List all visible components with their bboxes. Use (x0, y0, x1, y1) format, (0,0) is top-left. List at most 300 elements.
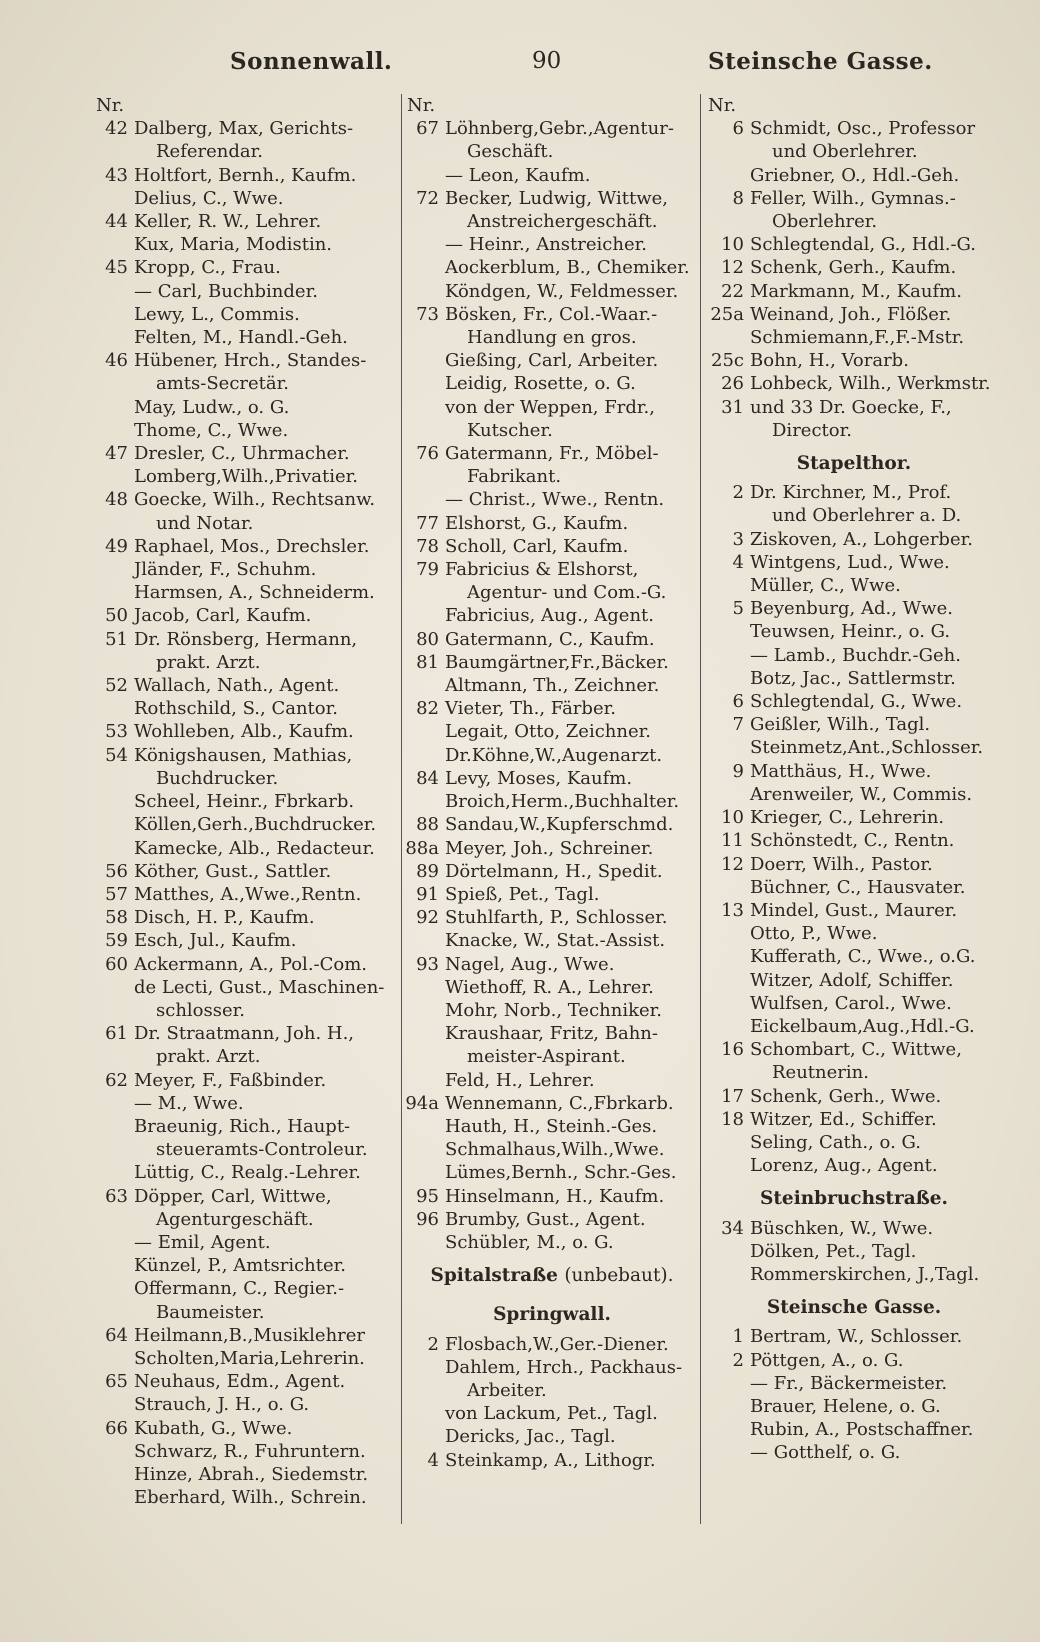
directory-entry (403, 744, 701, 767)
directory-entry (92, 256, 402, 279)
entry-text: Holtfort, Bernh., Kaufm. (134, 164, 357, 186)
directory-entry (403, 674, 701, 697)
entry-text: Dr. Straatmann, Joh. H., (134, 1023, 355, 1045)
house-number: 67 (416, 118, 439, 140)
directory-entry (92, 1161, 402, 1184)
entry-text: Wallach, Nath., Agent. (134, 675, 340, 697)
house-number (704, 1372, 750, 1395)
entry-text: von Lackum, Pet., Tagl. (445, 1403, 658, 1425)
house-number (92, 813, 134, 836)
entry-text: Müller, C., Wwe. (750, 575, 901, 597)
entry-text: Kux, Maria, Modistin. (134, 234, 333, 256)
entry-text: Schwarz, R., Fuhruntern. (134, 1440, 366, 1462)
house-number: 56 (105, 860, 128, 882)
directory-entry (92, 1486, 402, 1509)
entry-text: Strauch, J. H., o. G. (134, 1394, 310, 1416)
house-number (403, 372, 445, 395)
entry-text: Arbeiter. (467, 1379, 547, 1401)
entry-text: Dahlem, Hrch., Packhaus- (445, 1356, 683, 1378)
house-number (403, 465, 445, 488)
directory-entry (704, 1038, 1004, 1061)
house-number (403, 488, 445, 511)
directory-entry (92, 280, 402, 303)
entry-text: Dörtelmann, H., Spedit. (445, 860, 663, 882)
directory-entry (704, 187, 1004, 210)
entry-text: Scholten,Maria,Lehrerin. (134, 1347, 365, 1369)
entry-continuation (92, 1045, 402, 1068)
entry-text: Schombart, C., Wittwe, (750, 1039, 962, 1061)
directory-entry (403, 349, 701, 372)
entry-text: Büschken, W., Wwe. (750, 1217, 934, 1239)
house-number (403, 233, 445, 256)
entry-text: — Fr., Bäckermeister. (750, 1372, 948, 1394)
house-number (92, 976, 134, 999)
directory-entry (704, 372, 1004, 395)
directory-entry (403, 187, 701, 210)
entry-continuation (403, 1045, 701, 1068)
entry-continuation (704, 140, 1004, 163)
house-number (704, 922, 750, 945)
house-number (403, 1425, 445, 1448)
house-number (403, 1045, 445, 1068)
house-number (704, 945, 750, 968)
house-number: 80 (416, 628, 439, 650)
entry-continuation (92, 767, 402, 790)
entry-text: Witzer, Adolf, Schiffer. (750, 969, 954, 991)
entry-text: Bertram, W., Schlosser. (750, 1326, 963, 1348)
house-number (704, 969, 750, 992)
entry-text: — Emil, Agent. (134, 1231, 271, 1253)
directory-entry (92, 1231, 402, 1254)
entry-text: Kutscher. (467, 419, 553, 441)
directory-entry (704, 945, 1004, 968)
house-number (403, 1379, 445, 1402)
directory-entry (403, 1115, 701, 1138)
entry-text: prakt. Arzt. (156, 1046, 261, 1068)
directory-entry (403, 442, 701, 465)
house-number (403, 1161, 445, 1184)
house-number: 78 (416, 535, 439, 557)
house-number: 8 (732, 187, 744, 209)
house-number: 53 (105, 721, 128, 743)
house-number (92, 512, 134, 535)
house-number: 72 (416, 187, 439, 209)
house-number (92, 326, 134, 349)
house-number: 64 (105, 1324, 128, 1346)
entry-text: Lümes,Bernh., Schr.-Ges. (445, 1162, 677, 1184)
entry-text: Anstreichergeschäft. (467, 211, 658, 233)
house-number (92, 419, 134, 442)
house-number (704, 992, 750, 1015)
directory-entry (92, 488, 402, 511)
directory-entry (704, 783, 1004, 806)
directory-entry (403, 488, 701, 511)
entry-text: Feller, Wilh., Gymnas.- (750, 187, 956, 209)
entry-text: Agentur- und Com.-G. (467, 582, 667, 604)
entry-text: Leidig, Rosette, o. G. (445, 373, 636, 395)
house-number (704, 1441, 750, 1464)
entry-text: Stuhlfarth, P., Schlosser. (445, 907, 668, 929)
entry-text: Köther, Gust., Sattler. (134, 860, 332, 882)
house-number (92, 697, 134, 720)
entry-text: Lüttig, C., Realg.-Lehrer. (134, 1162, 361, 1184)
entry-continuation (92, 999, 402, 1022)
entry-text: Fabricius & Elshorst, (445, 559, 639, 581)
directory-entry (403, 628, 701, 651)
house-number: 5 (732, 598, 744, 620)
house-number (92, 280, 134, 303)
house-number (403, 929, 445, 952)
house-number (403, 976, 445, 999)
entry-text: Weinand, Joh., Flößer. (750, 303, 952, 325)
street-name: Springwall. (493, 1304, 611, 1326)
entry-text: Levy, Moses, Kaufm. (445, 767, 633, 789)
entry-text: — Lamb., Buchdr.-Geh. (750, 644, 961, 666)
entry-text: Reutnerin. (772, 1062, 869, 1084)
house-number: 2 (732, 1349, 744, 1371)
entry-text: Schönstedt, C., Rentn. (750, 830, 955, 852)
directory-entry (92, 1185, 402, 1208)
house-number (92, 396, 134, 419)
directory-entry (704, 117, 1004, 140)
house-number (92, 372, 134, 395)
house-number: 17 (721, 1085, 744, 1107)
house-number (403, 604, 445, 627)
entry-text: Schmidt, Osc., Professor (750, 118, 976, 140)
entry-text: Hauth, H., Steinh.-Ges. (445, 1115, 658, 1137)
entry-text: Dresler, C., Uhrmacher. (134, 443, 350, 465)
directory-entry (403, 256, 701, 279)
entry-text: Dericks, Jac., Tagl. (445, 1426, 616, 1448)
house-number: 89 (416, 860, 439, 882)
directory-entry (92, 883, 402, 906)
house-number (704, 210, 750, 233)
entry-continuation (704, 210, 1004, 233)
directory-entry (704, 233, 1004, 256)
entry-text: Hinze, Abrah., Siedemstr. (134, 1463, 369, 1485)
directory-entry (92, 1022, 402, 1045)
directory-entry (704, 969, 1004, 992)
directory-entry (403, 906, 701, 929)
house-number: 49 (105, 535, 128, 557)
house-number (704, 644, 750, 667)
directory-entry (704, 1325, 1004, 1348)
house-number (403, 419, 445, 442)
house-number: 43 (105, 164, 128, 186)
entry-text: — Carl, Buchbinder. (134, 280, 318, 302)
house-number (92, 1254, 134, 1277)
directory-entry (92, 628, 402, 651)
house-number (92, 558, 134, 581)
entry-text: Dalberg, Max, Gerichts- (134, 118, 354, 140)
entry-text: Goecke, Wilh., Rechtsanw. (134, 489, 376, 511)
entry-text: Wennemann, C.,Fbrkarb. (445, 1092, 674, 1114)
directory-entry (704, 574, 1004, 597)
entry-text: Lohbeck, Wilh., Werkmstr. (750, 373, 991, 395)
directory-entry (704, 326, 1004, 349)
directory-entry (403, 558, 701, 581)
directory-entry (403, 1402, 701, 1425)
house-number: 26 (721, 373, 744, 395)
entry-text: Pöttgen, A., o. G. (750, 1349, 904, 1371)
house-number: 57 (105, 883, 128, 905)
directory-entry (704, 1154, 1004, 1177)
entry-text: Schlegtendal, G., Hdl.-G. (750, 234, 977, 256)
entry-text: Offermann, C., Regier.- (134, 1278, 345, 1300)
house-number (403, 396, 445, 419)
entry-text: Scheel, Heinr., Fbrkarb. (134, 791, 355, 813)
entry-text: — Leon, Kaufm. (445, 164, 591, 186)
house-number: 54 (105, 744, 128, 766)
entry-text: Nagel, Aug., Wwe. (445, 953, 615, 975)
house-number (704, 1395, 750, 1418)
entry-continuation (403, 581, 701, 604)
house-number: 76 (416, 443, 439, 465)
directory-entry (92, 303, 402, 326)
house-number (92, 1347, 134, 1370)
house-number: 47 (105, 443, 128, 465)
directory-entry (704, 528, 1004, 551)
number-column-heading: Nr. (708, 95, 737, 116)
entry-continuation (704, 504, 1004, 527)
house-number (403, 349, 445, 372)
directory-entry (403, 396, 701, 419)
entry-text: Legait, Otto, Zeichner. (445, 721, 651, 743)
entry-text: Schlegtendal, G., Wwe. (750, 691, 963, 713)
entry-text: — M., Wwe. (134, 1092, 244, 1114)
house-number: 60 (105, 953, 128, 975)
entry-continuation (704, 1061, 1004, 1084)
house-number (704, 1061, 750, 1084)
house-number: 79 (416, 559, 439, 581)
directory-entry (403, 976, 701, 999)
directory-entry (92, 558, 402, 581)
house-number: 50 (105, 605, 128, 627)
house-number: 22 (721, 280, 744, 302)
entry-text: Bösken, Fr., Col.-Waar.- (445, 303, 658, 325)
directory-entry (403, 953, 701, 976)
number-column-heading: Nr. (407, 95, 436, 116)
entry-text: Witzer, Ed., Schiffer. (750, 1108, 937, 1130)
directory-entry (704, 481, 1004, 504)
house-number (704, 1263, 750, 1286)
directory-entry (92, 1463, 402, 1486)
entry-text: Keller, R. W., Lehrer. (134, 211, 322, 233)
directory-entry (704, 1395, 1004, 1418)
house-number (403, 744, 445, 767)
house-number (704, 140, 750, 163)
directory-entry (403, 164, 701, 187)
directory-entry (704, 899, 1004, 922)
house-number: 10 (721, 807, 744, 829)
directory-entry (403, 1185, 701, 1208)
house-number: 52 (105, 675, 128, 697)
directory-entry (92, 187, 402, 210)
street-heading (704, 1286, 1004, 1325)
house-number: 93 (416, 953, 439, 975)
house-number (92, 1045, 134, 1068)
house-number (92, 187, 134, 210)
directory-entry (704, 806, 1004, 829)
entry-text: Meyer, F., Faßbinder. (134, 1069, 327, 1091)
entry-text: steueramts-Controleur. (156, 1139, 368, 1161)
entry-text: Raphael, Mos., Drechsler. (134, 535, 370, 557)
house-number (403, 164, 445, 187)
directory-entry (92, 953, 402, 976)
entry-continuation (704, 419, 1004, 442)
page-header (0, 42, 1040, 82)
directory-entry (92, 1092, 402, 1115)
house-number: 3 (732, 528, 744, 550)
entry-continuation (403, 1379, 701, 1402)
directory-entry (704, 1240, 1004, 1263)
entry-text: Steinkamp, A., Lithogr. (445, 1449, 656, 1471)
directory-entry (403, 767, 701, 790)
directory-entry (704, 1131, 1004, 1154)
entry-text: Aockerblum, B., Chemiker. (445, 257, 690, 279)
house-number (704, 419, 750, 442)
entry-text: — Heinr., Anstreicher. (445, 234, 647, 256)
entry-continuation (403, 326, 701, 349)
house-number (403, 140, 445, 163)
house-number (704, 504, 750, 527)
entry-text: Jländer, F., Schuhm. (134, 559, 317, 581)
entry-text: Döpper, Carl, Wittwe, (134, 1185, 332, 1207)
entry-text: Wulfsen, Carol., Wwe. (750, 992, 952, 1014)
entry-text: Brumby, Gust., Agent. (445, 1208, 646, 1230)
entry-text: Mindel, Gust., Maurer. (750, 899, 958, 921)
directory-entry (92, 929, 402, 952)
house-number: 81 (416, 651, 439, 673)
entry-text: Kropp, C., Frau. (134, 257, 281, 279)
directory-entry (92, 790, 402, 813)
entry-text: Oberlehrer. (772, 211, 878, 233)
house-number (403, 1069, 445, 1092)
entry-text: Wohlleben, Alb., Kaufm. (134, 721, 354, 743)
directory-entry (704, 736, 1004, 759)
entry-text: Scholl, Carl, Kaufm. (445, 535, 629, 557)
house-number (403, 326, 445, 349)
house-number: 88a (405, 837, 439, 859)
directory-entry (92, 419, 402, 442)
house-number (92, 1463, 134, 1486)
entry-text: Esch, Jul., Kaufm. (134, 930, 297, 952)
directory-entry (704, 1441, 1004, 1464)
entry-text: Rommerskirchen, J.,Tagl. (750, 1263, 980, 1285)
directory-entry (704, 303, 1004, 326)
house-number (403, 280, 445, 303)
entry-continuation (403, 140, 701, 163)
house-number (704, 620, 750, 643)
entry-text: Büchner, C., Hausvater. (750, 876, 966, 898)
entry-text: Eickelbaum,Aug.,Hdl.-G. (750, 1015, 975, 1037)
entry-text: Thome, C., Wwe. (134, 419, 289, 441)
house-number: 65 (105, 1371, 128, 1393)
header-right-street: Steinsche Gasse. (708, 48, 933, 75)
directory-entry (92, 1370, 402, 1393)
house-number: 12 (721, 257, 744, 279)
entry-text: Brauer, Helene, o. G. (750, 1395, 941, 1417)
entry-text: Gatermann, Fr., Möbel- (445, 443, 659, 465)
directory-entry (403, 535, 701, 558)
house-number: 96 (416, 1208, 439, 1230)
directory-entry (92, 697, 402, 720)
entry-text: Baumgärtner,Fr.,Bäcker. (445, 651, 669, 673)
entry-text: Neuhaus, Edm., Agent. (134, 1371, 346, 1393)
entry-continuation (92, 512, 402, 535)
directory-entry (403, 720, 701, 743)
house-number: 46 (105, 350, 128, 372)
entry-text: Geißler, Wilh., Tagl. (750, 714, 931, 736)
directory-entry (704, 690, 1004, 713)
street-heading (403, 1293, 701, 1332)
entry-text: Matthes, A.,Wwe.,Rentn. (134, 883, 362, 905)
house-number (403, 581, 445, 604)
entry-text: Fabrikant. (467, 466, 562, 488)
entry-text: — Christ., Wwe., Rentn. (445, 489, 665, 511)
house-number (92, 1440, 134, 1463)
directory-entry (403, 1333, 701, 1356)
directory-entry (92, 837, 402, 860)
entry-text: Baumeister. (156, 1301, 265, 1323)
directory-entry (92, 813, 402, 836)
directory-entry (704, 1085, 1004, 1108)
directory-entry (92, 210, 402, 233)
house-number: 82 (416, 698, 439, 720)
directory-entry (403, 303, 701, 326)
house-number (92, 1208, 134, 1231)
house-number (92, 767, 134, 790)
directory-entry (704, 551, 1004, 574)
directory-entry (403, 1449, 701, 1472)
entry-text: Broich,Herm.,Buchhalter. (445, 791, 680, 813)
directory-entry (92, 1347, 402, 1370)
entry-text: Doerr, Wilh., Pastor. (750, 853, 933, 875)
entry-continuation (92, 1208, 402, 1231)
house-number: 42 (105, 118, 128, 140)
house-number: 66 (105, 1417, 128, 1439)
entry-text: Kufferath, C., Wwe., o.G. (750, 946, 976, 968)
house-number: 34 (721, 1217, 744, 1239)
directory-entry (92, 1393, 402, 1416)
entry-text: Dölken, Pet., Tagl. (750, 1240, 917, 1262)
house-number (403, 256, 445, 279)
directory-entry (92, 326, 402, 349)
directory-entry (92, 349, 402, 372)
house-number: 6 (732, 691, 744, 713)
directory-entry (92, 233, 402, 256)
directory-entry (403, 1208, 701, 1231)
directory-entry (92, 396, 402, 419)
entry-continuation (92, 140, 402, 163)
entry-text: Lorenz, Aug., Agent. (750, 1155, 938, 1177)
directory-entry (92, 1115, 402, 1138)
entry-text: Braeunig, Rich., Haupt- (134, 1115, 351, 1137)
house-number: 2 (732, 482, 744, 504)
entry-text: Rothschild, S., Cantor. (134, 698, 338, 720)
house-number (403, 1115, 445, 1138)
directory-entry (403, 860, 701, 883)
entry-text: Arenweiler, W., Commis. (750, 783, 973, 805)
house-number (92, 1486, 134, 1509)
house-number: 1 (732, 1326, 744, 1348)
street-name: Spitalstraße (430, 1265, 558, 1287)
house-number (403, 674, 445, 697)
directory-entry (403, 372, 701, 395)
house-number: 45 (105, 257, 128, 279)
directory-entry (704, 256, 1004, 279)
entry-text: Meyer, Joh., Schreiner. (445, 837, 654, 859)
